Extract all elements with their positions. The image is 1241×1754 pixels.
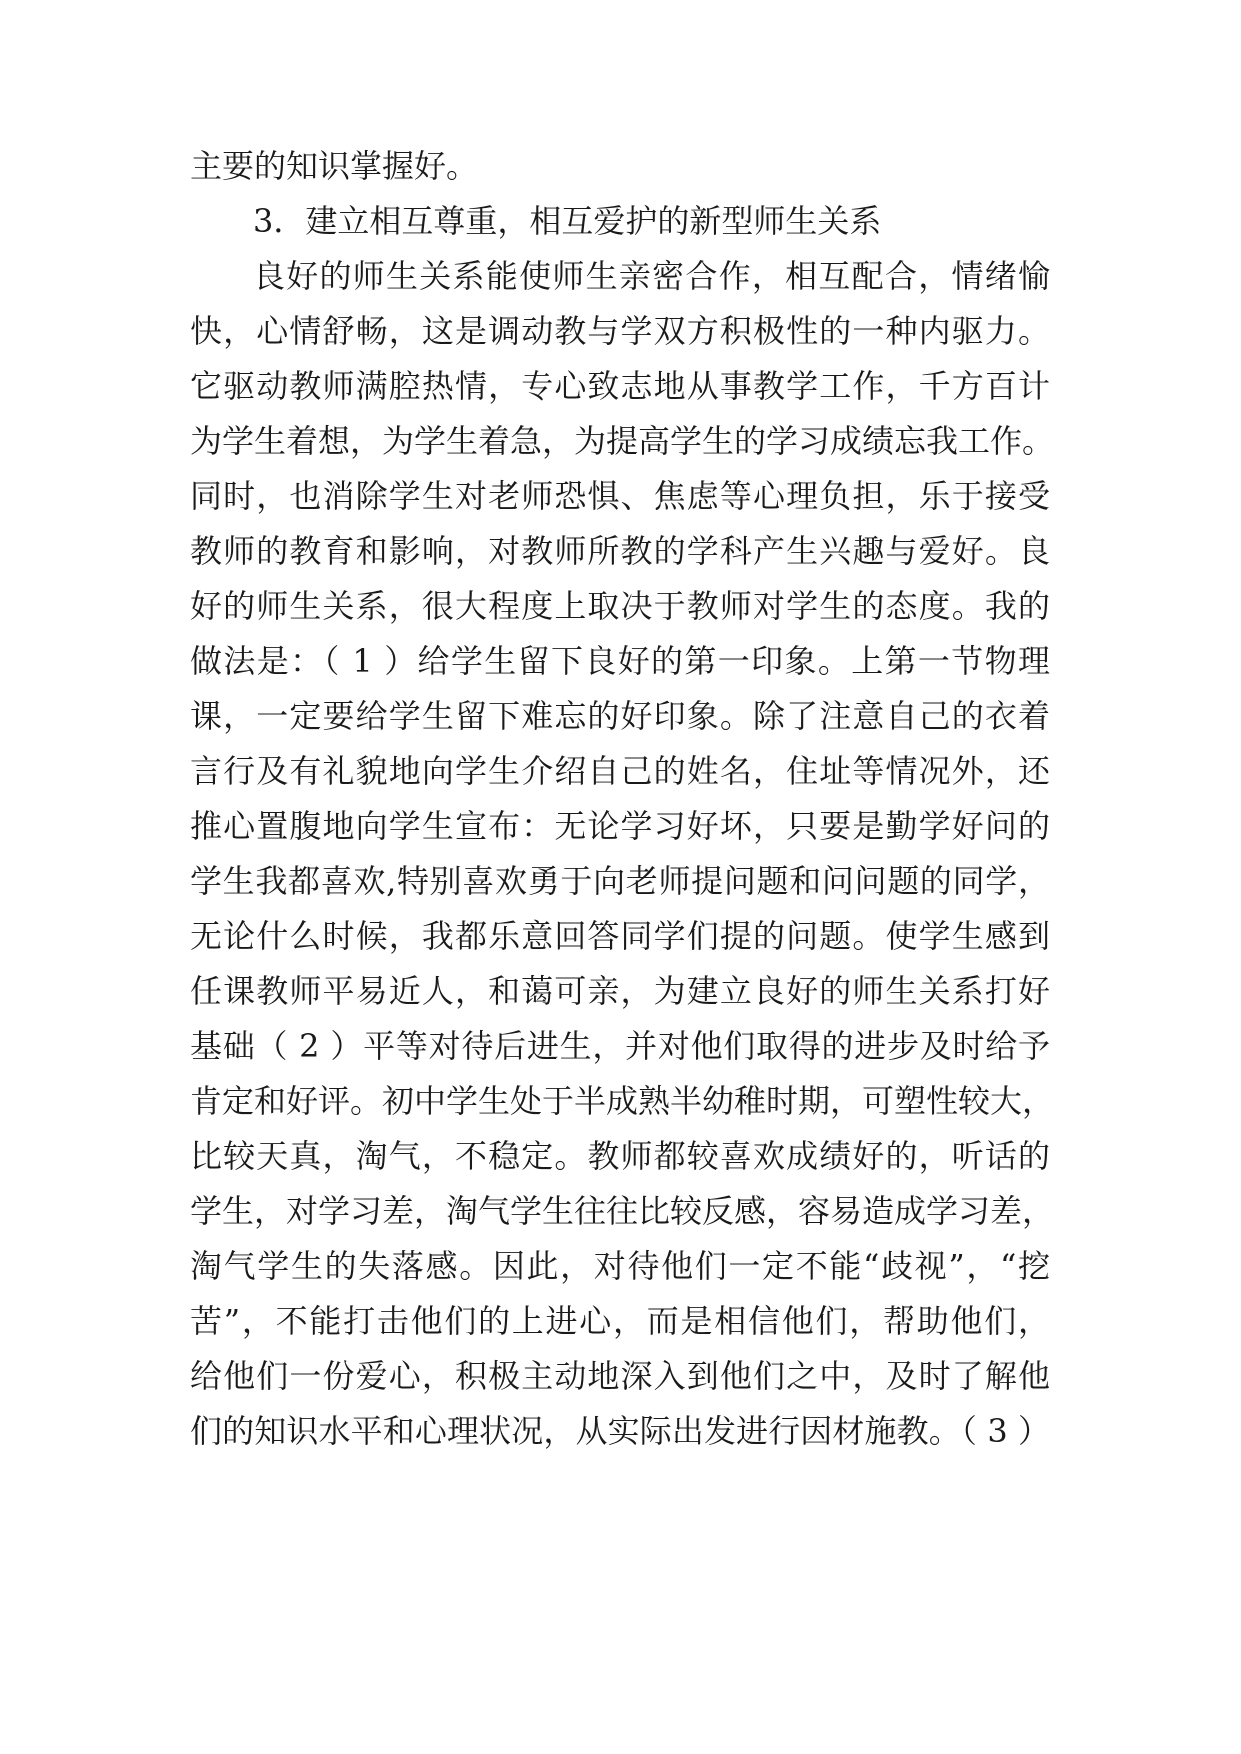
- text-line: 学生我都喜欢,特别喜欢勇于向老师提问题和问问题的同学，: [190, 862, 1050, 900]
- text-line: 教师的教育和影响，对教师所教的学科产生兴趣与爱好。良: [190, 532, 1050, 570]
- text-line: 为学生着想，为学生着急，为提高学生的学习成绩忘我工作。: [190, 422, 1055, 460]
- text-line: 言行及有礼貌地向学生介绍自己的姓名，住址等情况外，还: [190, 752, 1050, 790]
- text-line: 苦”，不能打击他们的上进心，而是相信他们，帮助他们，: [190, 1302, 1050, 1340]
- text-line: 良好的师生关系能使师生亲密合作，相互配合，情绪愉: [253, 257, 1050, 295]
- text-line: 同时，也消除学生对老师恐惧、焦虑等心理负担，乐于接受: [190, 477, 1050, 515]
- text-line: 主要的知识掌握好。: [190, 147, 479, 185]
- text-line: 好的师生关系，很大程度上取决于教师对学生的态度。我的: [190, 587, 1050, 625]
- text-line: 肯定和好评。初中学生处于半成熟半幼稚时期，可塑性较大，: [190, 1082, 1055, 1120]
- text-line: 它驱动教师满腔热情，专心致志地从事教学工作，千方百计: [190, 367, 1050, 405]
- section-heading: 3．建立相互尊重，相互爱护的新型师生关系: [253, 202, 882, 240]
- text-line: 无论什么时候，我都乐意回答同学们提的问题。使学生感到: [190, 917, 1050, 955]
- text-line: 基础（ 2 ）平等对待后进生，并对他们取得的进步及时给予: [190, 1027, 1050, 1065]
- text-line: 任课教师平易近人，和蔼可亲，为建立良好的师生关系打好: [190, 972, 1050, 1010]
- text-line: 推心置腹地向学生宣布：无论学习好坏，只要是勤学好问的: [190, 807, 1050, 845]
- text-line: 淘气学生的失落感。因此，对待他们一定不能“歧视”，“挖: [190, 1247, 1050, 1285]
- text-line: 们的知识水平和心理状况，从实际出发进行因材施教。（ 3 ）: [190, 1412, 1050, 1450]
- text-line: 快，心情舒畅，这是调动教与学双方积极性的一种内驱力。: [190, 312, 1050, 350]
- text-line: 学生，对学习差，淘气学生往往比较反感，容易造成学习差，: [190, 1192, 1055, 1230]
- text-line: 课，一定要给学生留下难忘的好印象。除了注意自己的衣着: [190, 697, 1050, 735]
- text-line: 做法是：（ 1 ）给学生留下良好的第一印象。上第一节物理: [190, 642, 1050, 680]
- text-line: 比较天真，淘气，不稳定。教师都较喜欢成绩好的，听话的: [190, 1137, 1050, 1175]
- text-line: 给他们一份爱心，积极主动地深入到他们之中，及时了解他: [190, 1357, 1050, 1395]
